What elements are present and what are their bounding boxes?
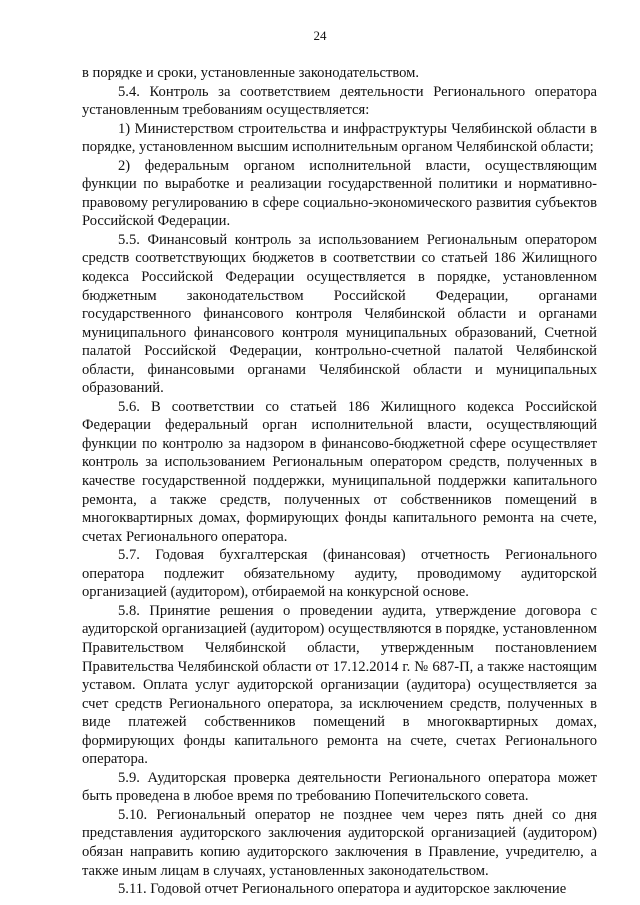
paragraph-continuation: в порядке и сроки, установленные законодательством.: [82, 65, 420, 81]
paragraph-5-11: 5.11. Годовой отчет Регионального оператора и аудиторское заключение: [118, 881, 567, 898]
page-number: 24: [313, 28, 327, 43]
paragraph-5-9: 5.9. Аудиторская проверка деятельности Регионального оператора может быть проведена в любое время по требованию Попечительского совета.: [82, 769, 597, 805]
paragraph-5-10: 5.10. Региональный оператор не позднее чем через пять дней со дня представления аудиторского заключения аудиторской организацией (аудитором) обязан направить копию аудиторского заключения в Правление, учредителю, а также иным лицам в случаях, установленных законодательством.: [82, 806, 597, 879]
paragraph-5-4-item-1: 1) Министерством строительства и инфраструктуры Челябинской области в порядке, установленном высшим исполнительным органом Челябинской области;: [82, 120, 597, 156]
paragraph-5-5: 5.5. Финансовый контроль за использованием Региональным оператором средств соответствующих бюджетов в соответствии со статьей 186 Жилищного кодекса Российской Федерации осуществляется в порядке, установленном бюджетным законодательством Российской Федерации, органами государственного финансового контроля Челябинской области и органами муниципального финансового контроля муниципальных образований, Счетной палатой Российской Федерации, контрольно-счетной палатой Челябинской области, финансовыми органами Челябинской области и муниципальных образований.: [82, 231, 597, 397]
paragraph-5-4: 5.4. Контроль за соответствием деятельности Регионального оператора установленным требованиям осуществляется:: [82, 83, 597, 119]
paragraph-5-7: 5.7. Годовая бухгалтерская (финансовая) отчетность Регионального оператора подлежит обязательному аудиту, проводимому аудиторской организацией (аудитором), отбираемой на конкурсной основе.: [82, 547, 597, 601]
paragraph-5-8: 5.8. Принятие решения о проведении аудита, утверждение договора с аудиторской организацией (аудитором) осуществляются в порядке, установленном Правительством Челябинской области, утвержденным постановлением Правительства Челябинской области от 17.12.2014 г. № 687-П, а также настоящим уставом. Оплата услуг аудиторской организации (аудитора) осуществляется за счет средств Регионального оператора, за исключением средств, полученных в виде платежей собственников помещений в многоквартирных домах, формирующих фонды капитального ремонта на счете, счетах Регионального оператора.: [82, 602, 597, 768]
paragraph-5-6: 5.6. В соответствии со статьей 186 Жилищного кодекса Российской Федерации федеральный орган исполнительной власти, осуществляющий функции по контролю за надзором в финансово-бюджетной сфере осуществляет контроль за использованием Региональным оператором средств, полученных в качестве государственной поддержки, муниципальной поддержки капитального ремонта, а также средств, полученных от собственников помещений в многоквартирных домах, формирующих фонды капитального ремонта на счете, счетах Регионального оператора.: [82, 398, 597, 545]
document-body: [82, 64, 597, 899]
paragraph-5-4-item-2: 2) федеральным органом исполнительной власти, осуществляющим функции по выработке и реализации государственной политики и нормативно-правовому регулированию в сфере социально-экономического развития субъектов Российской Федерации.: [82, 157, 597, 230]
